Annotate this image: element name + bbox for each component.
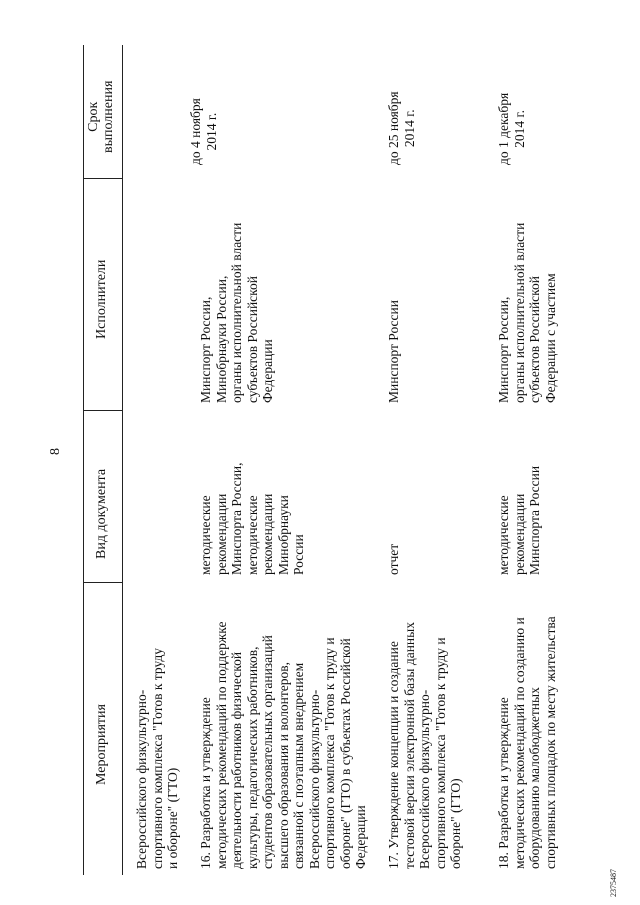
row-18-measure: 18. Разработка и утверждение методических рекомендаций по созданию и оборудованию малобюджетных спортивных площадок по месту жительства — [496, 616, 558, 869]
row-17-executors: Минспорт России — [386, 300, 401, 403]
header-doc-type: Вид документа — [94, 468, 109, 559]
column-divider — [83, 410, 122, 411]
row-16-executors: Минспорт России, Минобрнауки России, органы исполнительной власти субъектов Российской Федерации — [198, 222, 275, 403]
header-bottom-rule — [122, 45, 123, 875]
row-17-deadline: до 25 ноября 2014 г. — [386, 91, 417, 165]
header-deadline: Срок выполнения — [86, 80, 116, 153]
row-17-doc-type: отчет — [386, 543, 401, 575]
table-top-rule — [83, 45, 84, 875]
table-row: Всероссийского физкультурно- спортивного комплекса "Готов к труду и обороне" (ГТО) — [134, 648, 180, 869]
row-17-measure: 17. Утверждение концепции и создание тестовой версии электронной базы данных Всероссийского физкультурно- спортивного комплекса "Готов к труду и обороне" (ГТО) — [386, 622, 463, 869]
row-18-doc-type: методические рекомендации Минспорта России — [496, 465, 542, 575]
header-measures: Мероприятия — [94, 704, 109, 785]
row-18-deadline: до 1 декабря 2014 г. — [496, 92, 527, 165]
page-number: 8 — [48, 448, 63, 455]
row-18-executors: Минспорт России, органы исполнительной власти субъектов Российской Федерации с участием — [496, 222, 558, 403]
row-16-measure: 16. Разработка и утверждение методических рекомендаций по поддержке деятельности работников физической культуры, педагогических работников, студентов образовательных организаций высшего образования и волонтеров, связанной с поэтапным внедрением Всероссийского физкультурно- спортивного комплекса "Готов к труду и обороне" (ГТО) в субъектах Российской Федерации — [198, 621, 368, 869]
column-divider — [83, 582, 122, 583]
row-16-deadline: до 4 ноября 2014 г. — [188, 98, 219, 165]
row-16-doc-type: методические рекомендации Минспорта России, методические рекомендации Минобрнауки России — [198, 462, 306, 575]
header-executors: Исполнители — [94, 259, 109, 339]
document-code: 2375487 — [609, 869, 618, 897]
column-divider — [83, 178, 122, 179]
